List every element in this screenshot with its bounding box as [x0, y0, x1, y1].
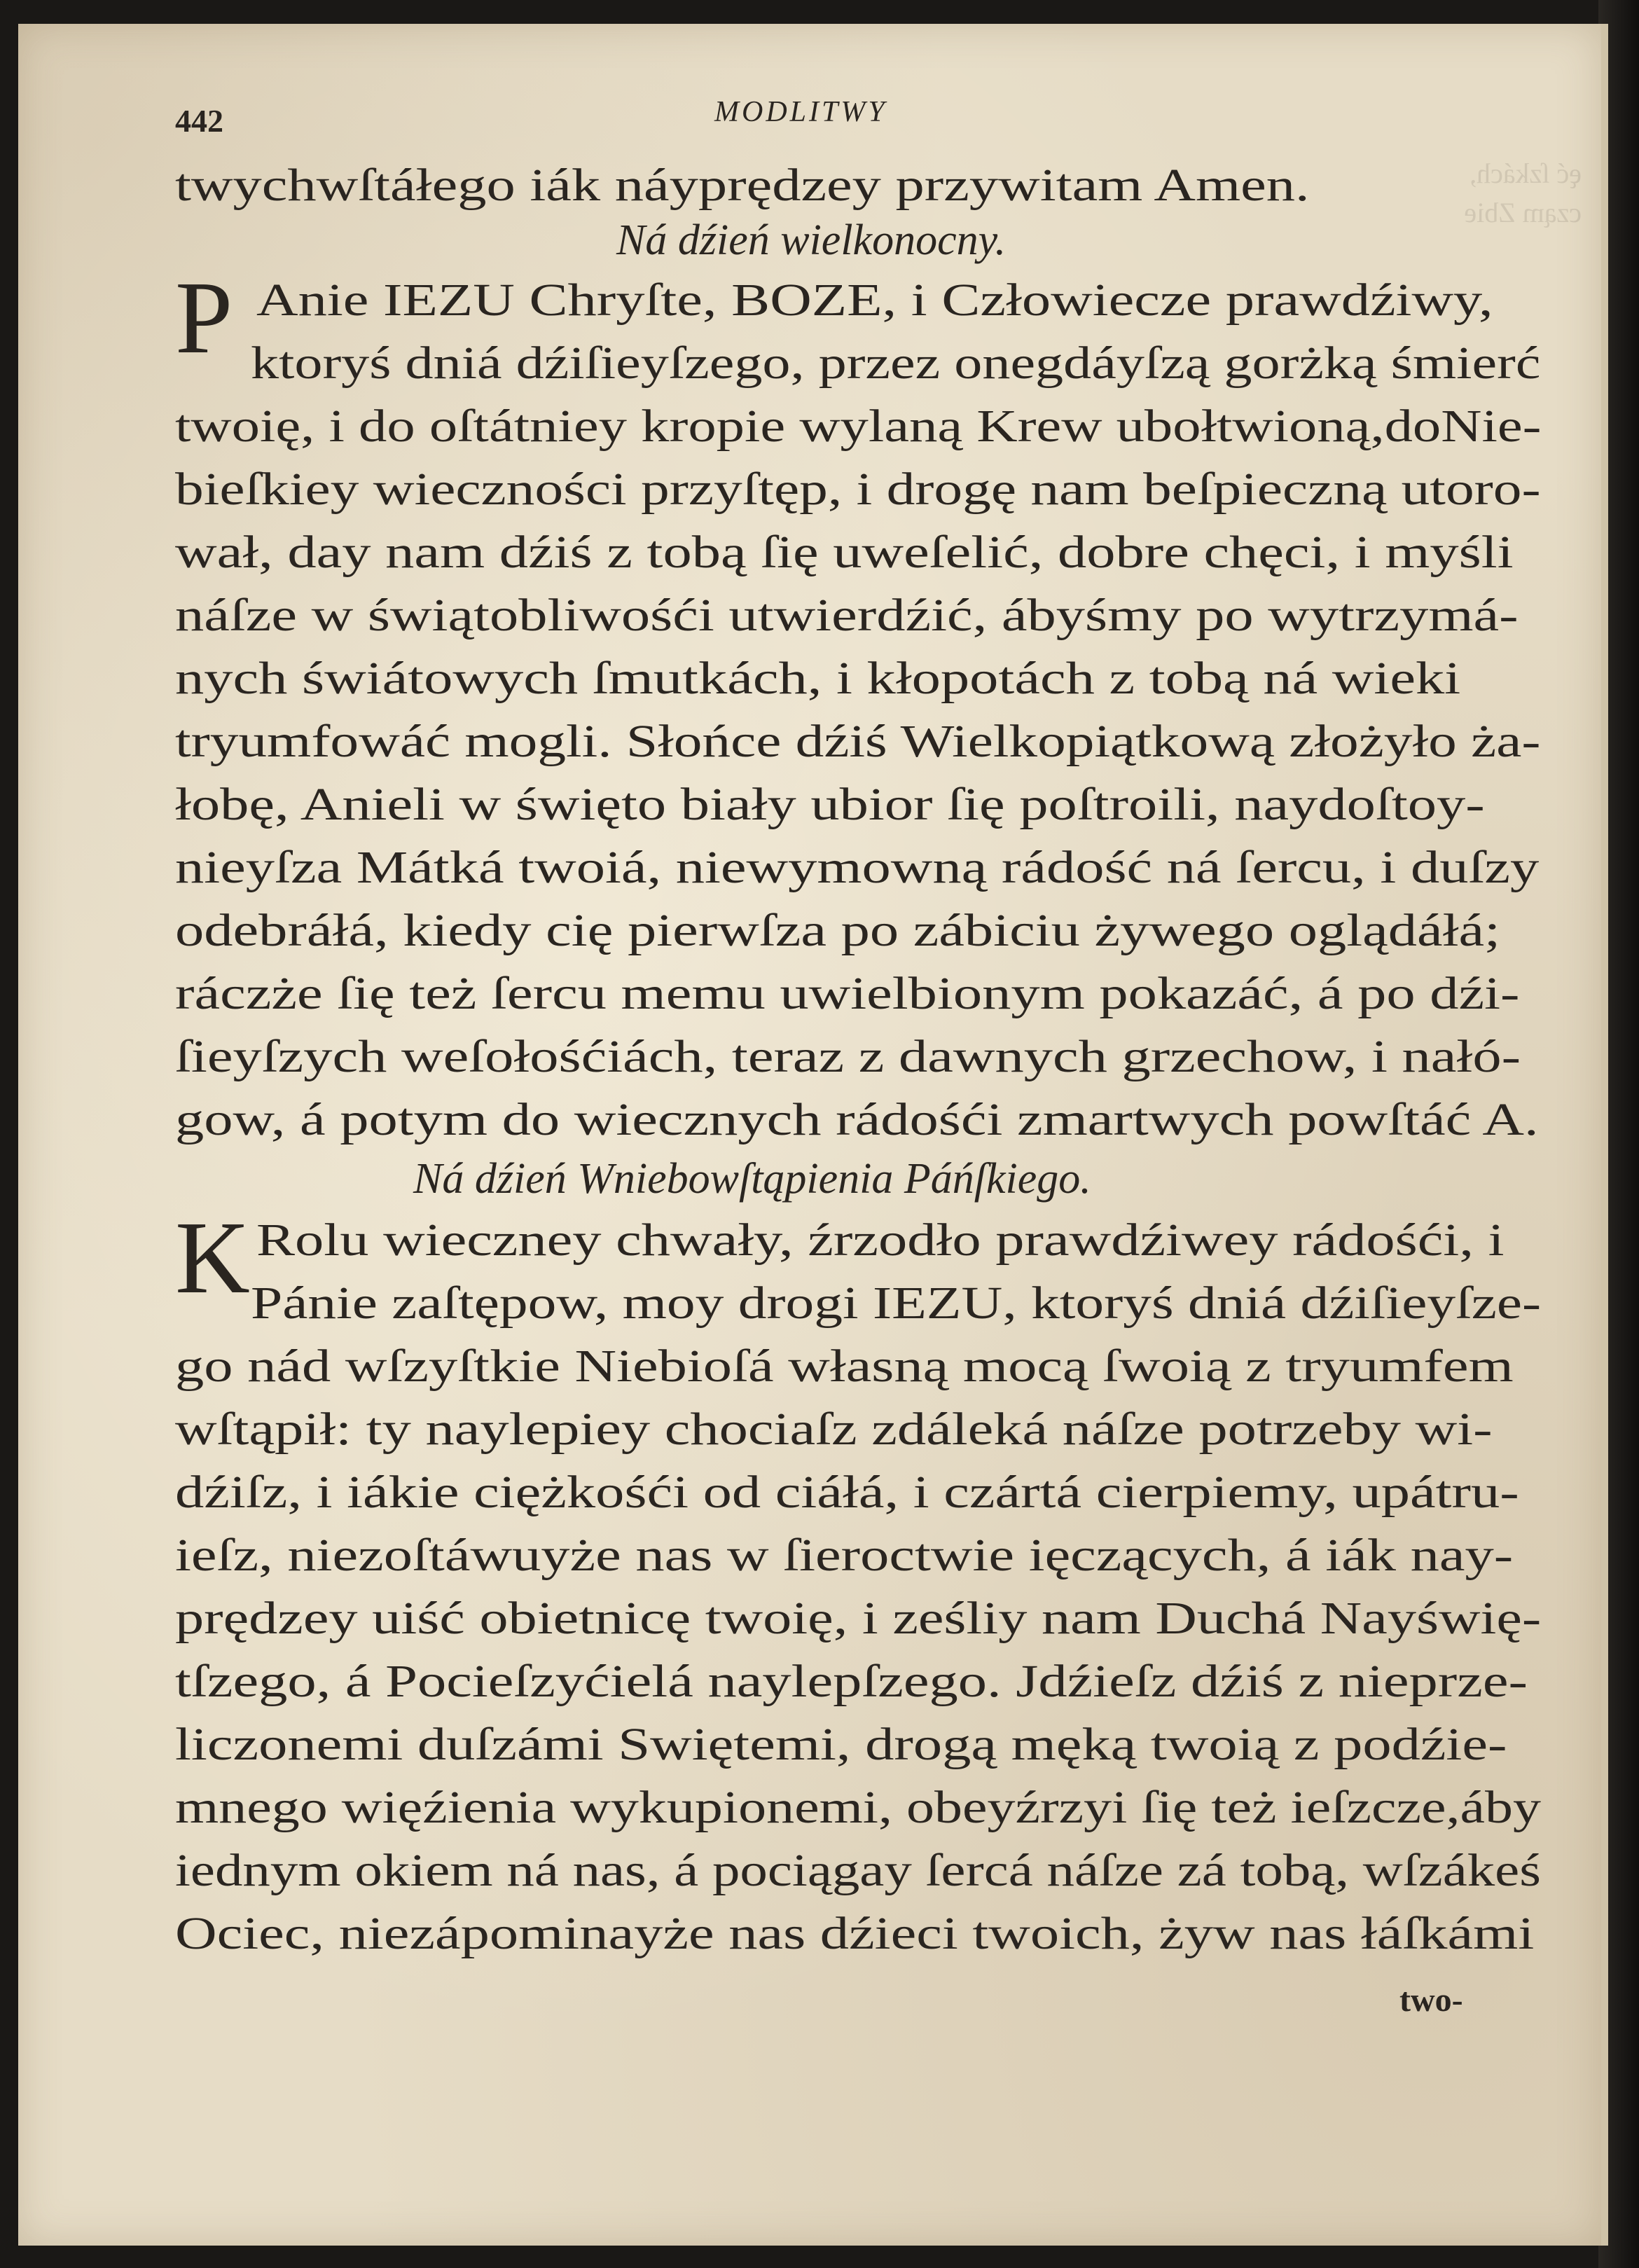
drop-cap: P: [175, 261, 233, 375]
text-line: go nád wſzyſtkie Niebioſá własną mocą ſwoią z tryumfem: [175, 1341, 1514, 1392]
catchword: two-: [1399, 1982, 1463, 2019]
text-line: tſzego, á Pocieſzyćielá naylepſzego. Jdźieſz dźiś z nieprze-: [175, 1656, 1528, 1707]
text-line: ieſz, niezoſtáwuyże nas w ſieroctwie ięczących, á iák nay-: [175, 1530, 1514, 1581]
text-line: Rolu wieczney chwały, źrzodło prawdźiwey rádośći, i: [256, 1215, 1505, 1266]
text-line: Anie IEZU Chryſte, BOZE, i Człowiecze prawdźiwy,: [256, 275, 1493, 326]
text-line: liczonemi duſzámi Swiętemi, drogą męką twoią z podźie-: [175, 1719, 1507, 1770]
text-line: odebráłá, kiedy cię pierwſza po zábiciu żywego oglądáłá;: [175, 905, 1501, 956]
text-line: nieyſza Mátká twoiá, niewymowną rádość ná ſercu, i duſzy: [175, 842, 1540, 893]
text-line: iednym okiem ná nas, á pociągay ſercá náſze zá tobą, wſzákeś: [175, 1845, 1541, 1896]
text-line: Pánie zaſtępow, moy drogi IEZU, ktoryś dniá dźiſieyſze-: [251, 1278, 1542, 1329]
text-line: łobę, Anieli w święto biały ubior ſię poſtroili, naydoſtoy-: [175, 779, 1485, 830]
page-edge: [1601, 24, 1608, 2246]
page-header: [175, 88, 1576, 144]
text-line: wſtąpił: ty naylepiey chociaſz zdáleká náſze potrzeby wi-: [175, 1404, 1493, 1455]
page-number: 442: [175, 103, 223, 139]
text-line: twychwſtáłego iák náyprędzey przywitam Amen.: [175, 160, 1310, 211]
show-through-text: ęć ſzkách, cząm Zbie: [1464, 158, 1582, 228]
text-line: gow, á potym do wiecznych rádośći zmartwych powſtáć A.: [175, 1094, 1539, 1145]
text-line: ráczże ſię też ſercu memu uwielbionym pokazáć, á po dźi-: [175, 968, 1520, 1019]
text-line: wał, day nam dźiś z tobą ſię uweſelić, dobre chęci, i myśli: [175, 527, 1514, 578]
text-line: bieſkiey wieczności przyſtęp, i drogę nam beſpieczną utoro-: [175, 464, 1541, 515]
text-line: ſieyſzych weſołośćiách, teraz z dawnych grzechow, i nałó-: [175, 1031, 1521, 1082]
text-line: prędzey uiść obietnicę twoię, i ześliy nam Duchá Nayświę-: [175, 1593, 1542, 1644]
section-heading: Ná dźień wielkonocny.: [616, 216, 1007, 264]
text-line: tryumfowáć mogli. Słońce dźiś Wielkopiątkową złożyło ża-: [175, 716, 1541, 767]
text-line: mnego więźienia wykupionemi, obeyźrzyi ſię też ieſzcze,áby: [175, 1782, 1541, 1833]
drop-cap: K: [175, 1201, 250, 1315]
text-line: Ociec, niezápominayże nas dźieci twoich, żyw nas łáſkámi: [175, 1908, 1535, 1959]
text-line: nych świátowych ſmutkách, i kłopotách z tobą ná wieki: [175, 653, 1461, 704]
text-line: twoię, i do oſtátniey kropie wylaną Krew ubołtwioną,doNie-: [175, 401, 1542, 452]
text-line: ktoryś dniá dźiſieyſzego, przez onegdáyſzą gorżką śmierć: [251, 338, 1541, 389]
running-head: MODLITWY: [714, 96, 887, 128]
text-line: dźiſz, i iákie ciężkośći od ciáłá, i czártá cierpiemy, upátru-: [175, 1467, 1519, 1518]
text-line: náſze w świątobliwośći utwierdźić, ábyśmy po wytrzymá-: [175, 590, 1519, 641]
section-heading: Ná dźień Wniebowſtąpienia Páńſkiego.: [413, 1155, 1091, 1203]
